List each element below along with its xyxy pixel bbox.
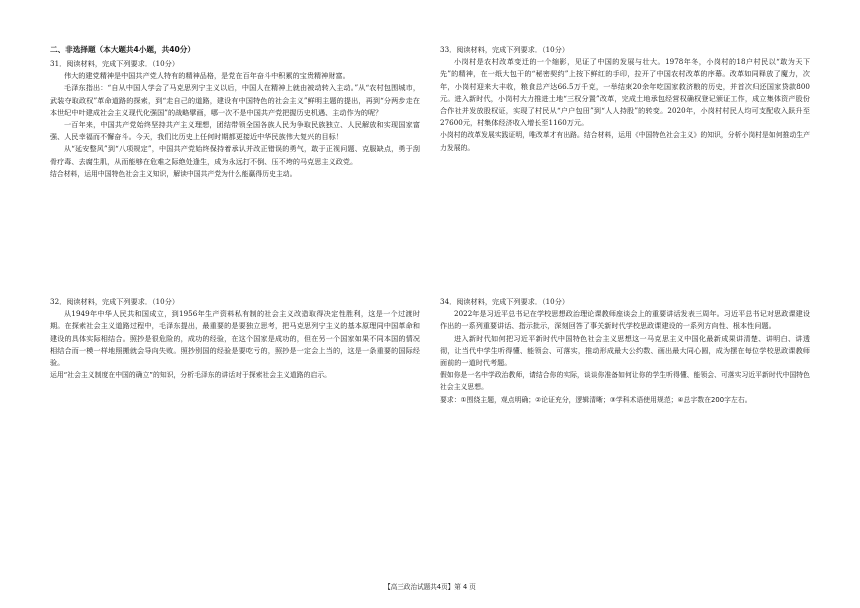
- question-32-header: 32．阅读材料，完成下列要求．（10分）: [50, 297, 180, 306]
- question-34-paragraph: 2022年是习近平总书记在学校思想政治理论课教师座谈会上的重要讲话发表三周年。习近平总书记对思政课建设作出的一系列重要讲话、指示批示，深刻回答了事关新时代学校思政课建设的一系列方向性、根本性问题。: [440, 309, 810, 331]
- question-33-requirement: 小岗村的改革发展实践证明，唯改革才有出路。结合材料，运用《中国特色社会主义》的知识，分析小岗村是如何推动生产力发展的。: [440, 131, 810, 152]
- question-31-header: 31．阅读材料，完成下列要求．（10分）: [50, 59, 180, 68]
- page-footer: 【高三政治试题共4页】第 4 页: [384, 583, 476, 591]
- question-32: [50, 296, 420, 381]
- question-34: [440, 296, 810, 406]
- question-34-paragraph: 进入新时代如何把习近平新时代中国特色社会主义思想这一马克思主义中国化最新成果讲清楚、讲明白、讲透彻，让当代中学生听得懂、能领会、可落实，推动形成最大公约数、画出最大同心圆，成为摆在每位学校思政课教师面前的一道时代考题。: [440, 333, 810, 368]
- question-31-paragraph: 伟大的建党精神是中国共产党人特有的精神品格，是党在百年奋斗中积累的宝贵精神财富。: [64, 71, 350, 81]
- question-31: [50, 58, 420, 180]
- question-33-header: 33．阅读材料，完成下列要求．（10分）: [440, 45, 570, 54]
- question-33-paragraph: 小岗村是农村改革变迁的一个缩影，见证了中国的发展与壮大。1978年冬，小岗村的18户村民以“敢为天下先”的精神，在一纸大包干的“秘密契约”上按下鲜红的手印，拉开了中国农村改革的序幕。改革如同释放了魔力，次年，小岗村迎来大丰收，粮食总产达66.5万千克，一举结束20余年吃国家救济粮的历史，并首次归还国家贷款800元。进入新时代，小岗村大力推进土地“三权分置”改革，完成土地承包经营权确权登记颁证工作，成立集体资产股份合作社并发放股权证，实现了村民从“户户包田”到“人人持股”的转变。2020年，小岗村村民人均可支配收入跃升至27600元，村集体经济收入增长至1160万元。: [440, 57, 810, 128]
- question-31-paragraph: 毛泽东指出：“自从中国人学会了马克思列宁主义以后，中国人在精神上就由被动转入主动。”从“农村包围城市，武装夺取政权”革命道路的探索，到“走自己的道路，建设有中国特色的社会主义”鲜明主题的提出，再到“分两步走在本世纪中叶建成社会主义现代化强国”的战略擘画，哪一次不是中国共产党把握历史机遇、主动作为的呢？: [50, 83, 420, 117]
- question-31-paragraph: 从“延安整风”到“八项规定”，中国共产党始终保持着承认并改正错误的勇气，敢于正视问题、克服缺点，勇于刮骨疗毒、去腐生肌，从而能够在危难之际绝处逢生，成为永远打不倒、压不垮的马克思主义政党。: [50, 144, 420, 166]
- question-32-paragraph: 从1949年中华人民共和国成立，到1956年生产资料私有制的社会主义改造取得决定性胜利，这是一个过渡时期。在探索社会主义道路过程中，毛泽东提出，最重要的是要独立思考，把马克思列宁主义的基本原理同中国革命和建设的具体实际相结合。照抄是很危险的，成功的经验，在这个国家是成功的，但在另一个国家如果不同本国的情况相结合而一模一样地照搬就会导向失败。照抄别国的经验是要吃亏的，照抄是一定会上当的，这是一条重要的国际经验。: [50, 309, 420, 368]
- question-34-note: 要求：①围绕主题，观点明确；②论证充分，逻辑清晰；③学科术语使用规范；④总字数在200字左右。: [440, 395, 752, 404]
- question-34-header: 34．阅读材料，完成下列要求．（10分）: [440, 297, 570, 306]
- question-31-requirement: 结合材料，运用中国特色社会主义知识，解读中国共产党为什么能赢得历史主动。: [50, 169, 297, 178]
- question-33: [440, 44, 810, 154]
- section-title: 二、非选择题（本大题共4小题，共40分）: [50, 45, 195, 54]
- question-32-requirement: 运用“社会主义制度在中国的确立”的知识，分析毛泽东的讲话对于探索社会主义道路的启示。: [50, 371, 332, 380]
- question-31-paragraph: 一百年来，中国共产党始终坚持共产主义理想，团结带领全国各族人民为争取民族独立、人民解放和实现国家富强、人民幸福而不懈奋斗。今天，我们比历史上任何时期都更接近中华民族伟大复兴的目标！: [50, 120, 420, 142]
- question-34-requirement: 假如你是一名中学政治教师，请结合你的实际，谈谈你准备如何让你的学生听得懂、能领会、可落实习近平新时代中国特色社会主义思想。: [440, 371, 810, 392]
